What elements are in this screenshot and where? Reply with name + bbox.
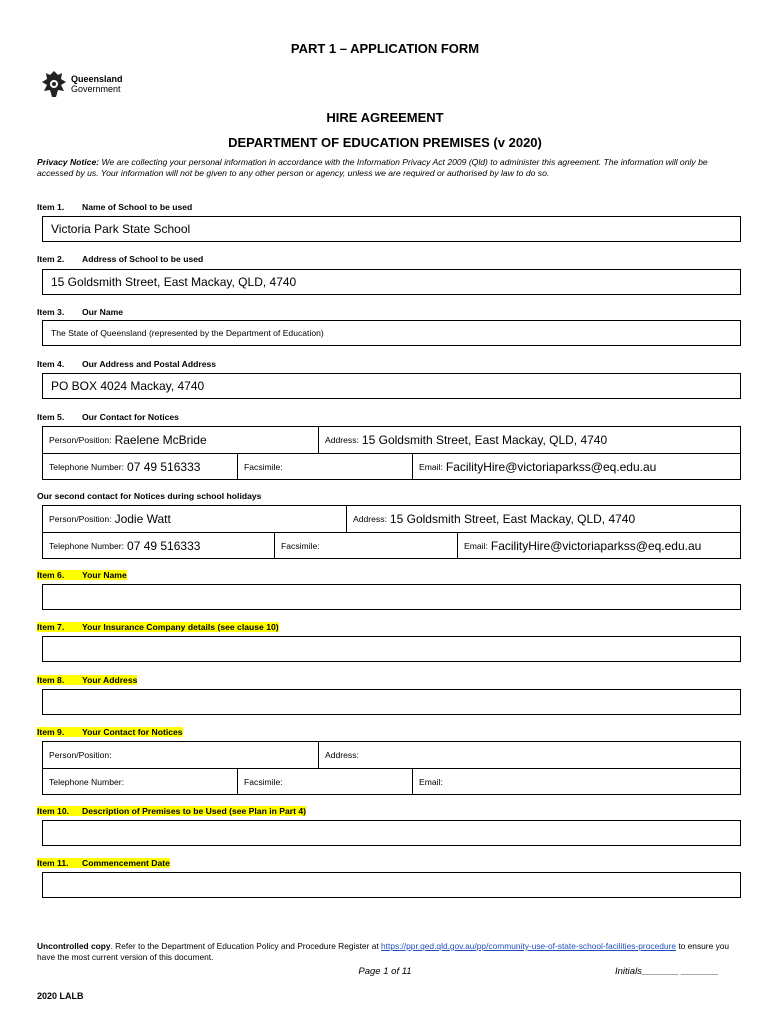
logo-line-queensland: Queensland	[71, 74, 123, 84]
your-contact-person-field[interactable]: Person/Position:	[49, 750, 112, 760]
privacy-notice	[37, 157, 737, 179]
item7-label: Item 7. Your Insurance Company details (see clause 10)	[37, 622, 279, 632]
our-name-field[interactable]: The State of Queensland (represented by the Department of Education)	[42, 320, 741, 346]
second-contact-fax-field[interactable]: Facsimile:	[274, 533, 457, 558]
item8-label: Item 8. Your Address	[37, 675, 138, 685]
queensland-government-logo	[40, 68, 140, 100]
ppr-link[interactable]: https://ppr.qed.qld.gov.au/pp/community-use-of-state-school-facilities-procedure	[381, 941, 676, 951]
item11-label: Item 11. Commencement Date	[37, 858, 170, 868]
our-contact-phone-field[interactable]: Telephone Number: 07 49 516333	[49, 459, 201, 474]
your-contact-address-field[interactable]: Address:	[318, 742, 740, 768]
logo-line-government: Government	[71, 84, 121, 94]
page-number: Page 1 of 11	[358, 966, 412, 977]
second-contact-label: Our second contact for Notices during school holidays	[37, 491, 262, 501]
your-contact-table	[42, 741, 741, 795]
uncontrolled-copy-label: Uncontrolled copy	[37, 941, 111, 951]
second-contact-person-field[interactable]: Person/Position: Jodie Watt	[49, 512, 171, 526]
insurance-details-field[interactable]	[42, 636, 741, 662]
school-name-field[interactable]: Victoria Park State School	[42, 216, 741, 242]
our-contact-email-field[interactable]: Email: FacilityHire@victoriaparkss@eq.edu.au	[412, 454, 740, 479]
initials-field[interactable]: Initials_______ _______	[615, 966, 719, 977]
item9-label: Item 9. Your Contact for Notices	[37, 727, 183, 737]
our-contact-person-field[interactable]: Person/Position: Raelene McBride	[49, 433, 207, 447]
second-contact-phone-field[interactable]: Telephone Number: 07 49 516333	[49, 538, 201, 553]
item6-label: Item 6. Your Name	[37, 570, 127, 580]
item4-label: Item 4. Our Address and Postal Address	[37, 359, 217, 369]
item5-label: Item 5. Our Contact for Notices	[37, 412, 179, 422]
our-contact-table	[42, 426, 741, 480]
your-contact-fax-field[interactable]: Facsimile:	[237, 769, 412, 794]
premises-description-field[interactable]	[42, 820, 741, 846]
your-address-field[interactable]	[42, 689, 741, 715]
item10-label: Item 10. Description of Premises to be Used (see Plan in Part 4)	[37, 806, 306, 816]
privacy-text: We are collecting your personal information in accordance with the Information Privacy Act 2009 (Qld) to administer this agreement. The information will only be accessed by us. Your information will not be given to any other person or agency, unless we are required or authorised by law to do so.	[37, 157, 708, 178]
commencement-date-field[interactable]	[42, 872, 741, 898]
school-address-field[interactable]: 15 Goldsmith Street, East Mackay, QLD, 4740	[42, 269, 741, 295]
our-address-field[interactable]: PO BOX 4024 Mackay, 4740	[42, 373, 741, 399]
document-code: 2020 LALB	[37, 991, 84, 1001]
coat-of-arms-icon	[40, 69, 68, 99]
privacy-label: Privacy Notice:	[37, 157, 100, 167]
part-title: PART 1 – APPLICATION FORM	[290, 41, 480, 56]
second-contact-table	[42, 505, 741, 559]
your-name-field[interactable]	[42, 584, 741, 610]
department-title: DEPARTMENT OF EDUCATION PREMISES (v 2020)	[228, 135, 542, 150]
second-contact-address-field[interactable]: Address: 15 Goldsmith Street, East Mackay, QLD, 4740	[346, 506, 740, 532]
our-contact-address-field[interactable]: Address: 15 Goldsmith Street, East Mackay, QLD, 4740	[318, 427, 740, 453]
your-contact-phone-field[interactable]: Telephone Number:	[49, 776, 125, 787]
item2-label: Item 2. Address of School to be used	[37, 254, 204, 264]
footer-notice: Uncontrolled copy. Refer to the Department of Education Policy and Procedure Register at https://ppr.qed.qld.gov.au/pp/community-use-of-state-school-facilities-procedure to ensure you have the most current version of this document.	[37, 941, 730, 962]
our-contact-fax-field[interactable]: Facsimile:	[237, 454, 412, 479]
second-contact-email-field[interactable]: Email: FacilityHire@victoriaparkss@eq.edu.au	[457, 533, 740, 558]
item1-label: Item 1. Name of School to be used	[37, 202, 193, 212]
hire-agreement-title: HIRE AGREEMENT	[326, 110, 444, 125]
your-contact-email-field[interactable]: Email:	[412, 769, 740, 794]
item3-label: Item 3. Our Name	[37, 307, 124, 317]
